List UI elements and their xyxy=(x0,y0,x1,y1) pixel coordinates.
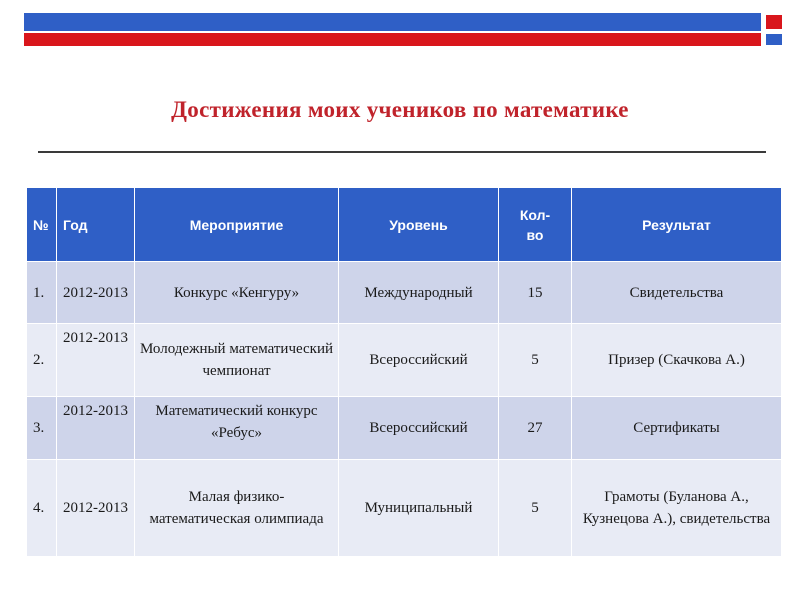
corner-blue-square xyxy=(765,33,783,46)
cell-result: Сертификаты xyxy=(572,397,782,460)
cell-num: 3. xyxy=(27,397,57,460)
cell-num: 1. xyxy=(27,262,57,324)
cell-num: 2. xyxy=(27,324,57,397)
cell-result: Свидетельства xyxy=(572,262,782,324)
header-num: № xyxy=(27,188,57,262)
header-result: Результат xyxy=(572,188,782,262)
header-count: Кол- во xyxy=(499,188,572,262)
cell-year: 2012-2013 xyxy=(57,324,135,397)
cell-event: Малая физико-математическая олимпиада xyxy=(135,460,339,557)
table-row xyxy=(27,262,782,324)
header-level: Уровень xyxy=(339,188,499,262)
cell-count: 5 xyxy=(499,324,572,397)
cell-level: Муниципальный xyxy=(339,460,499,557)
page-title: Достижения моих учеников по математике xyxy=(171,97,629,122)
header-red-band xyxy=(24,33,761,46)
cell-num: 4. xyxy=(27,460,57,557)
header-blue-band xyxy=(24,13,761,31)
corner-red-square xyxy=(765,14,783,30)
table-row xyxy=(27,324,782,397)
table-row xyxy=(27,460,782,557)
cell-count: 15 xyxy=(499,262,572,324)
cell-year: 2012-2013 xyxy=(57,397,135,460)
cell-event: Конкурс «Кенгуру» xyxy=(135,262,339,324)
cell-count: 27 xyxy=(499,397,572,460)
cell-result: Грамоты (Буланова А., Кузнецова А.), свидетельства xyxy=(572,460,782,557)
achievements-table xyxy=(26,187,782,557)
title-divider xyxy=(38,151,766,153)
table-header-row xyxy=(27,188,782,262)
header-event: Мероприятие xyxy=(135,188,339,262)
cell-count: 5 xyxy=(499,460,572,557)
cell-year: 2012-2013 xyxy=(57,262,135,324)
cell-event: Молодежный математический чемпионат xyxy=(135,324,339,397)
cell-level: Всероссийский xyxy=(339,324,499,397)
header-year: Год xyxy=(57,188,135,262)
cell-level: Международный xyxy=(339,262,499,324)
table-row xyxy=(27,397,782,460)
cell-level: Всероссийский xyxy=(339,397,499,460)
cell-event: Математический конкурс «Ребус» xyxy=(135,397,339,460)
cell-result: Призер (Скачкова А.) xyxy=(572,324,782,397)
cell-year: 2012-2013 xyxy=(57,460,135,557)
